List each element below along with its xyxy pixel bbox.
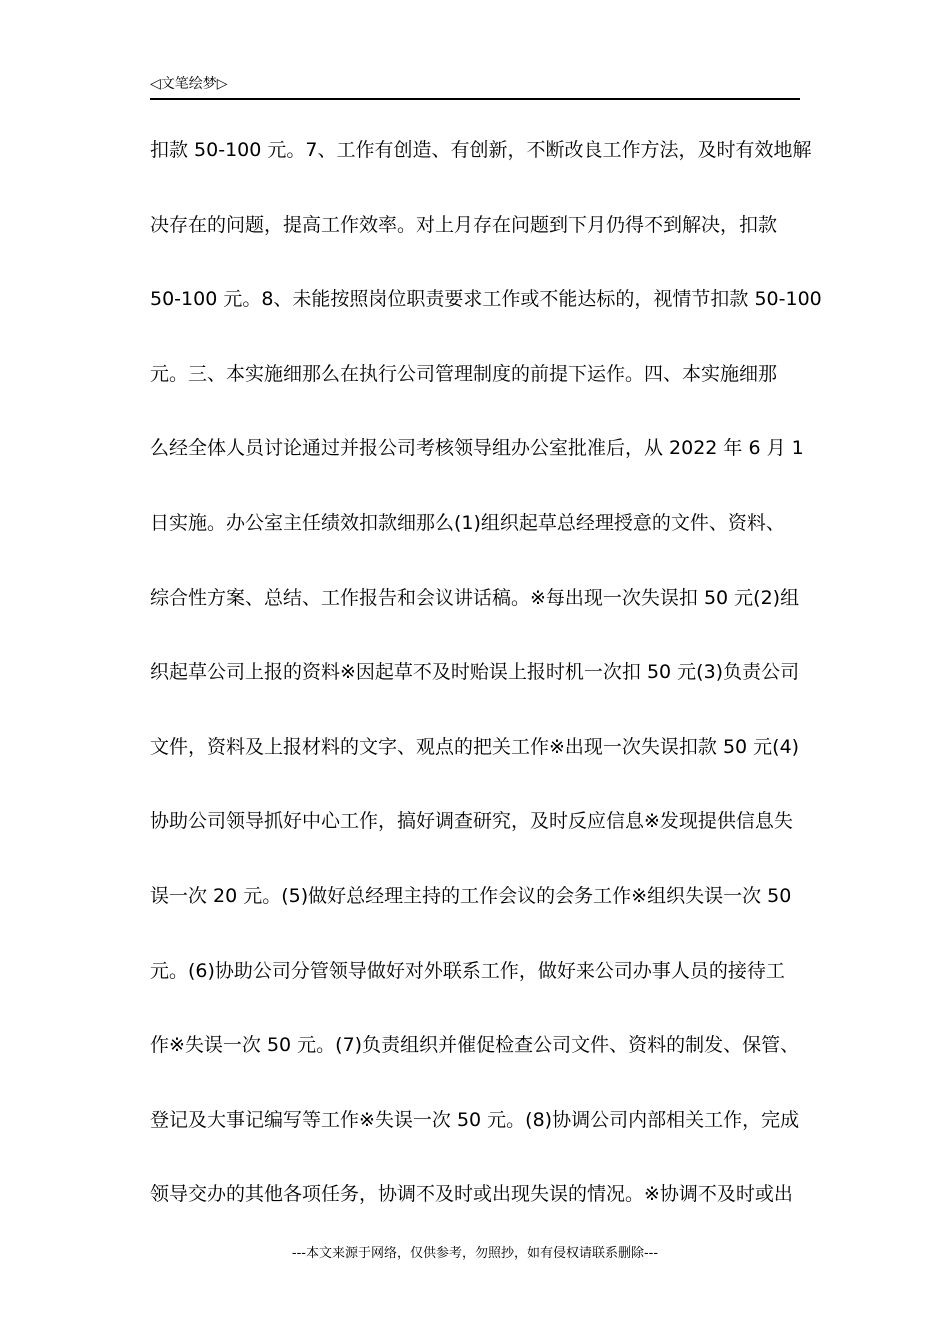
body-line: 协助公司领导抓好中心工作，搞好调查研究，及时反应信息※发现提供信息失 [150,810,793,833]
body-line: 作※失误一次 50 元。(7)负责组织并催促检查公司文件、资料的制发、保管、 [150,1034,800,1057]
body-line: 元。(6)协助公司分管领导做好对外联系工作，做好来公司办事人员的接待工 [150,959,785,982]
body-line: 领导交办的其他各项任务，协调不及时或出现失误的情况。※协调不及时或出 [150,1183,793,1206]
body-line: 决存在的问题，提高工作效率。对上月存在问题到下月仍得不到解决，扣款 [150,213,778,236]
body-line: 文件，资料及上报材料的文字、观点的把关工作※出现一次失误扣款 50 元(4) [150,735,800,758]
body-line: 登记及大事记编写等工作※失误一次 50 元。(8)协调公司内部相关工作，完成 [150,1108,800,1131]
body-line: 综合性方案、总结、工作报告和会议讲话稿。※每出现一次失误扣 50 元(2)组 [150,586,800,609]
body-line: 误一次 20 元。(5)做好总经理主持的工作会议的会务工作※组织失误一次 50 [150,884,792,907]
body-line: 50-100 元。8、未能按照岗位职责要求工作或不能达标的，视情节扣款 50-100 [150,288,822,311]
body-line: 么经全体人员讨论通过并报公司考核领导组办公室批准后，从 2022 年 6 月 1 [150,437,804,460]
body-line: 日实施。办公室主任绩效扣款细那么(1)组织起草总经理授意的文件、资料、 [150,511,785,534]
body-line: 扣款 50-100 元。7、工作有创造、有创新，不断改良工作方法，及时有效地解 [150,139,812,161]
page-header [150,74,800,100]
body-line: 织起草公司上报的资料※因起草不及时贻误上报时机一次扣 50 元(3)负责公司 [150,661,800,684]
document-body [150,127,822,1246]
header-title: ◁文笔绘梦▷ [150,76,228,92]
body-line: 元。三、本实施细那么在执行公司管理制度的前提下运作。四、本实施细那 [150,362,778,385]
page-footer: ---本文来源于网络，仅供参考，勿照抄，如有侵权请联系删除--- [291,1246,659,1261]
